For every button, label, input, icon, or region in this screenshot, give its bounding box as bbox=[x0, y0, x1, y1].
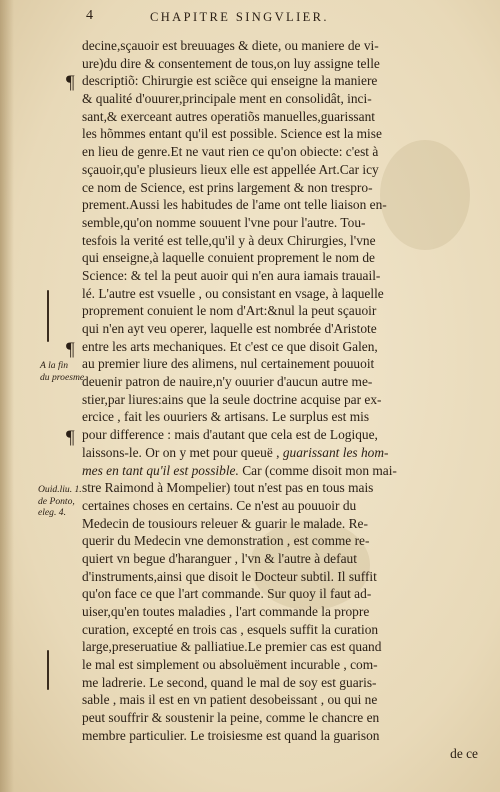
text-line: prement.Aussi les habitudes de l'ame ont telle liaison en- bbox=[82, 197, 387, 213]
text-line: deuenir patron de nauire,n'y ouurier d'aucun autre me- bbox=[82, 374, 373, 390]
folio-number: 4 bbox=[86, 8, 93, 23]
text-line: me ladrerie. Le second, quand le mal de soy est guaris- bbox=[82, 674, 377, 690]
text-line: semble,qu'on nomme souuent l'vne pour l'autre. Tou- bbox=[82, 214, 366, 230]
text-line: curation, excepté en trois cas , esquels suffit la curation bbox=[82, 621, 379, 637]
text-line: large,preseruatiue & palliatiue.Le premier cas est quand bbox=[82, 639, 382, 655]
text-line: laissons-le. Or on y met pour queuë , guarissant les hom- bbox=[82, 444, 389, 460]
italic-run: mes en tant qu'il est possible. bbox=[82, 462, 239, 478]
running-title: CHAPITRE SINGVLIER. bbox=[150, 10, 329, 24]
text-line: & qualité d'ouurer,principale ment en consolidât, inci- bbox=[82, 91, 372, 107]
text-line: Science: & tel la peut auoir qui n'en aura iamais trauail- bbox=[82, 267, 381, 283]
text-line: uiser,qu'en toutes maladies , l'art commande la propre bbox=[82, 604, 370, 619]
text-line: quiert vn begue d'haranguer , l'vn & l'autre à defaut bbox=[82, 550, 357, 566]
text-line: les hõmmes entant qu'il est possible. Science est la mise bbox=[82, 126, 382, 142]
text-line: decine,sçauoir est breuuages & diete, ou maniere de vi- bbox=[82, 38, 379, 53]
pilcrow-mark: ¶ bbox=[66, 72, 75, 93]
text-line: ce nom de Science, est prins largement & non trespro- bbox=[82, 179, 373, 195]
text-line: lé. L'autre est vsuelle , ou consistant en vsage, à laquelle bbox=[82, 285, 384, 301]
ink-margin-mark bbox=[47, 290, 49, 342]
text-line: sant,& exerceant autres operatiõs manuelles,guarissant bbox=[82, 108, 375, 124]
text-line: peut souffrir & soustenir la peine, comme le chancre en bbox=[82, 710, 380, 726]
catchword: de ce bbox=[450, 746, 478, 761]
text-line: stier,par liures:ains que la seule doctrine acquise par ex- bbox=[82, 391, 382, 407]
ink-margin-mark bbox=[47, 650, 49, 690]
text-line: sable , mais il est en vn patient desobeissant , ou qui ne bbox=[82, 692, 378, 708]
text-line: qui enseigne,à laquelle conuient proprement le nom de bbox=[82, 250, 376, 266]
text-line: ercice , fait les ouuriers & artisans. Le surplus est mis bbox=[82, 409, 370, 425]
text-line: en lieu de genre.Et ne vaut rien ce qu'on obiecte: c'est à bbox=[82, 144, 379, 160]
text-line: entre les arts mechaniques. Et c'est ce que disoit Galen, bbox=[82, 338, 378, 354]
text-line: membre particulier. Le troisiesme est quand la guarison bbox=[82, 727, 380, 743]
text-line: stre Raimond à Mompelier) tout n'est pas en tous mais bbox=[82, 480, 374, 496]
pilcrow-mark: ¶ bbox=[66, 339, 75, 360]
text-line: qui n'en ayt veu operer, laquelle est nombrée d'Aristote bbox=[82, 321, 377, 336]
text-line: Medecin de tousiours releuer & guarir le malade. Re- bbox=[82, 515, 368, 531]
text-line: tesfois la verité est telle,qu'il y à deux Chirurgies, l'vne bbox=[82, 232, 376, 248]
page-header bbox=[0, 8, 500, 28]
body-text bbox=[82, 37, 484, 745]
margin-note-proesme: A la fin du proesme. bbox=[40, 360, 87, 383]
text-line: qu'on face ce que l'art commande. Sur quoy il faut ad- bbox=[82, 586, 372, 602]
text-line: proprement conuient le nom d'Art:&nul la peut sçauoir bbox=[82, 303, 377, 319]
text-line: ure)du dire & consentement de tous,on luy assigne telle bbox=[82, 55, 380, 71]
text-line: mes en tant qu'il est possible. Car (comme disoit mon mai- bbox=[82, 462, 397, 478]
text-line: le mal est simplement ou absoluëment incurable , com- bbox=[82, 657, 378, 673]
italic-run: guarissant les hom- bbox=[282, 444, 389, 460]
text-line: certaines choses en certains. Ce n'est au pouuoir du bbox=[82, 497, 357, 513]
text-line: sçauoir,qu'e plusieurs lieux elle est appellée Art.Car icy bbox=[82, 161, 379, 177]
text-line: pour difference : mais d'autant que cela est de Logique, bbox=[82, 427, 378, 443]
text-line: descriptiõ: Chirurgie est sciẽce qui enseigne la maniere bbox=[82, 73, 378, 89]
text-line: au premier liure des alimens, nul certainement pouuoit bbox=[82, 356, 375, 372]
pilcrow-mark: ¶ bbox=[66, 427, 75, 448]
text-line: d'instruments,ainsi que disoit le Docteur subtil. Il suffit bbox=[82, 568, 377, 584]
text-line: querir du Medecin vne demonstration , est comme re- bbox=[82, 533, 370, 549]
margin-note-ovid: Ouid.liu. 1. de Ponto, eleg. 4. bbox=[38, 484, 82, 518]
